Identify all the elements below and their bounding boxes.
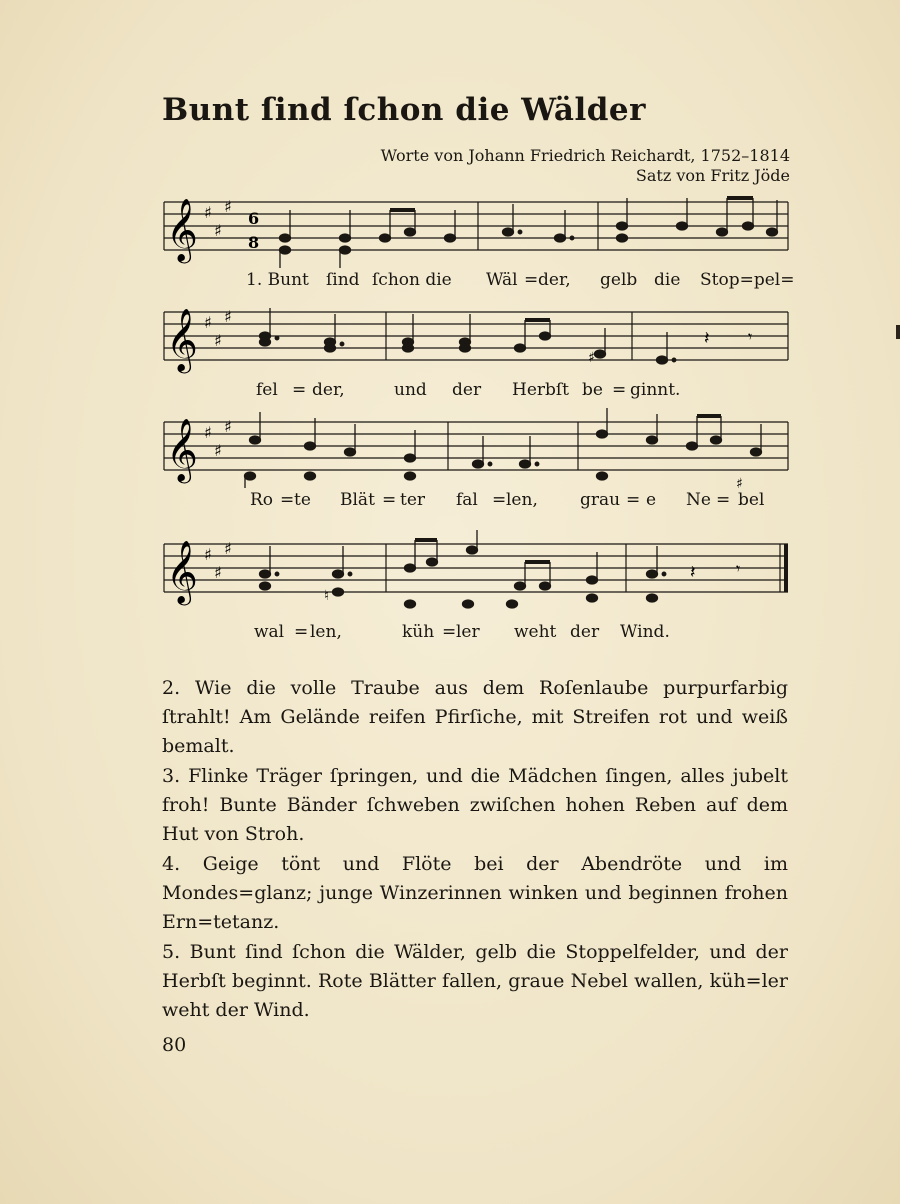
verse-number: 4.: [162, 853, 181, 875]
verse-4: [162, 850, 788, 937]
lyrics-line-3: [160, 490, 790, 514]
verse-text: Flinke Träger ſpringen, und die Mädchen ſingen, alles jubelt froh! Bunte Bänder ſchweben zwiſchen hohen Reben auf dem Hut von Stroh.: [162, 765, 788, 845]
lyricist-credit: Worte von Johann Friedrich Reichardt, 1752–1814: [380, 146, 790, 165]
lyric-syllable: ler: [456, 622, 480, 642]
staff-notation-3: [160, 408, 790, 488]
svg-text:♯: ♯: [224, 539, 232, 558]
lyric-syllable: Blät: [340, 490, 375, 510]
verse-number: 2.: [162, 677, 181, 699]
music-system-2: [160, 298, 790, 418]
verse-number: 5.: [162, 941, 181, 963]
lyric-syllable: gelb: [600, 270, 638, 290]
lyric-syllable: len,: [506, 490, 538, 510]
lyric-syllable: ſind: [326, 270, 360, 290]
svg-text:♯: ♯: [204, 545, 212, 564]
svg-text:𝄽: 𝄽: [704, 328, 710, 349]
svg-text:♯: ♯: [204, 423, 212, 442]
svg-text:♯: ♯: [588, 350, 595, 366]
lyric-syllable: der: [570, 622, 600, 642]
song-title: Bunt ſind ſchon die Wälder: [162, 92, 646, 128]
lyric-syllable: Stop=pel=: [700, 270, 795, 290]
verse-number: 3.: [162, 765, 181, 787]
lyric-syllable: =: [612, 380, 627, 400]
lyric-syllable: =: [294, 622, 309, 642]
svg-text:♯: ♯: [736, 476, 743, 488]
lyric-syllable: =: [382, 490, 397, 510]
svg-text:𝄞: 𝄞: [166, 540, 198, 603]
verse-text: Wie die volle Traube aus dem Roſenlaube purpurfarbig ſtrahlt! Am Gelände reifen Pfirſiche, mit Streifen rot und weiß bemalt.: [162, 677, 788, 757]
lyric-syllable: be: [582, 380, 603, 400]
svg-text:♯: ♯: [224, 197, 232, 216]
lyric-syllable: =: [492, 490, 507, 510]
lyric-syllable: ter: [400, 490, 426, 510]
lyric-syllable: Herbſt: [512, 380, 570, 400]
svg-text:♯: ♯: [204, 313, 212, 332]
svg-text:♯: ♯: [204, 203, 212, 222]
svg-text:♯: ♯: [224, 307, 232, 326]
svg-text:♮: ♮: [324, 588, 330, 604]
lyric-syllable: der,: [312, 380, 345, 400]
lyric-syllable: =: [626, 490, 641, 510]
lyric-syllable: ginnt.: [630, 380, 681, 400]
svg-text:𝄞: 𝄞: [166, 198, 198, 261]
lyric-syllable: Ne: [686, 490, 711, 510]
lyric-syllable: küh: [402, 622, 435, 642]
lyrics-line-2: [160, 380, 790, 404]
verse-5: [162, 938, 788, 1025]
svg-text:♯: ♯: [214, 221, 222, 240]
lyric-syllable: Wind.: [620, 622, 670, 642]
lyric-syllable: der,: [538, 270, 571, 290]
lyric-syllable: =: [292, 380, 307, 400]
lyric-syllable: fal: [456, 490, 478, 510]
verse-3: [162, 762, 788, 849]
svg-text:𝄞: 𝄞: [166, 308, 198, 371]
svg-text:6: 6: [248, 209, 260, 228]
verse-2: [162, 674, 788, 761]
music-system-3: [160, 408, 790, 528]
lyric-syllable: die: [654, 270, 681, 290]
svg-text:♯: ♯: [214, 563, 222, 582]
lyrics-line-4: [160, 622, 790, 646]
svg-text:𝄾: 𝄾: [748, 327, 753, 346]
lyric-syllable: Wäl: [486, 270, 518, 290]
lyric-syllable: 1. Bunt: [246, 270, 309, 290]
staff-notation-2: [160, 298, 790, 378]
staff-notation-1: [160, 188, 790, 268]
svg-text:𝄞: 𝄞: [166, 418, 198, 481]
svg-text:𝄽: 𝄽: [690, 562, 696, 583]
svg-text:8: 8: [248, 233, 260, 252]
lyric-syllable: e: [646, 490, 657, 510]
verse-text: Bunt ſind ſchon die Wälder, gelb die Stoppelfelder, und der Herbſt beginnt. Rote Blätter fallen, graue Nebel wallen, küh=ler weht der Wind.: [162, 941, 789, 1021]
page-number: 80: [162, 1034, 187, 1056]
lyric-syllable: =: [716, 490, 731, 510]
lyric-syllable: der: [452, 380, 482, 400]
arranger-credit: Satz von Fritz Jöde: [635, 166, 790, 185]
lyric-syllable: und: [394, 380, 427, 400]
lyric-syllable: weht: [514, 622, 557, 642]
lyric-syllable: bel: [738, 490, 765, 510]
lyric-syllable: Ro: [250, 490, 274, 510]
lyrics-line-1: [160, 270, 795, 294]
verse-text: Geige tönt und Flöte bei der Abendröte und im Mondes=glanz; junge Winzerinnen winken und beginnen frohen Ern=tetanz.: [162, 853, 788, 933]
svg-text:♯: ♯: [214, 331, 222, 350]
lyric-syllable: =: [524, 270, 539, 290]
lyric-syllable: te: [294, 490, 311, 510]
svg-text:♯: ♯: [214, 441, 222, 460]
page-edge-mark: [896, 325, 900, 339]
lyric-syllable: grau: [580, 490, 621, 510]
lyric-syllable: wal: [254, 622, 285, 642]
lyric-syllable: =: [442, 622, 457, 642]
lyric-syllable: fel: [256, 380, 278, 400]
music-system-4: [160, 530, 790, 650]
lyric-syllable: len,: [310, 622, 342, 642]
svg-text:♯: ♯: [224, 417, 232, 436]
lyric-syllable: ſchon die: [372, 270, 452, 290]
lyric-syllable: =: [280, 490, 295, 510]
svg-text:𝄾: 𝄾: [736, 559, 741, 578]
staff-notation-4: [160, 530, 790, 610]
music-system-1: [160, 188, 795, 308]
